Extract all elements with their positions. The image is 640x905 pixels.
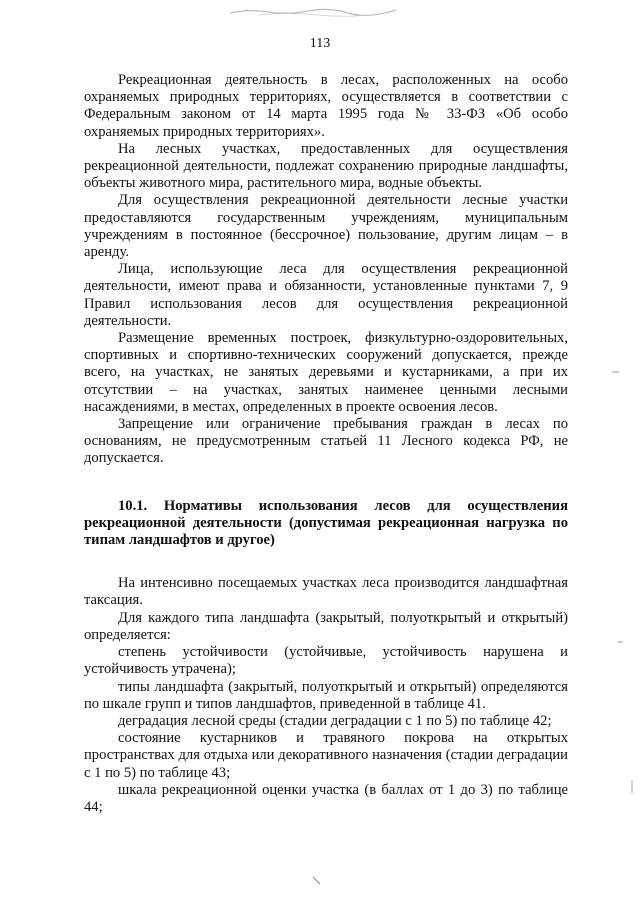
paragraph: Для осуществления рекреационной деятельности лесные участки предоставляются государственным учреждениям, муниципальным учреждениям в постоянное (бессрочное) пользование, другим лицам – в аренду.	[84, 192, 568, 261]
section-heading: 10.1. Нормативы использования лесов для осуществления рекреационной деятельности (допустимая рекреационная нагрузка по типам ландшафтов и другое)	[84, 497, 568, 549]
scan-mark	[630, 780, 634, 794]
paragraph: На лесных участках, предоставленных для осуществления рекреационной деятельности, подлежат сохранению природные ландшафты, объекты животного мира, растительного мира, водные объекты.	[84, 140, 568, 192]
paragraph: На интенсивно посещаемых участках леса производится ландшафтная таксация.	[84, 575, 568, 609]
spacer	[84, 549, 568, 575]
paragraph: типы ландшафта (закрытый, полуоткрытый и открытый) определяются по шкале групп и типов ландшафтов, приведенной в таблице 41.	[84, 678, 568, 712]
paragraph: шкала рекреационной оценки участка (в баллах от 1 до 3) по таблице 44;	[84, 781, 568, 815]
paragraph: состояние кустарников и травяного покрова на открытых пространствах для отдыха или декоративного назначения (стадии деградации с 1 по 5) по таблице 43;	[84, 730, 568, 781]
paragraph: степень устойчивости (устойчивые, устойчивость нарушена и устойчивость утрачена);	[84, 644, 568, 678]
scan-mark	[312, 876, 322, 886]
scan-mark	[612, 370, 620, 374]
paragraph: деградация лесной среды (стадии деградации с 1 по 5) по таблице 42;	[118, 712, 552, 729]
paragraph: Рекреационная деятельность в лесах, расположенных на особо охраняемых природных территориях, осуществляется в соответствии с Федеральным законом от 14 марта 1995 года № 33-ФЗ «Об особо охраняемых природных территориях».	[84, 72, 568, 140]
paragraph: Лица, использующие леса для осуществления рекреационной деятельности, имеют права и обязанности, установленные пунктами 7, 9 Правил использования лесов для осуществления рекреационной деятельности.	[84, 261, 568, 329]
scan-mark	[618, 640, 624, 644]
paragraph: Размещение временных построек, физкультурно-оздоровительных, спортивных и спортивно-технических сооружений допускается, прежде всего, на участках, не занятых деревьями и кустарниками, а при их отсутствии – на участках, занятых наименее ценными лесными насаждениями, в местах, определенных в проекте освоения лесов.	[84, 330, 568, 415]
paragraph: Запрещение или ограничение пребывания граждан в лесах по основаниям, не предусмотренным статьей 11 Лесного кодекса РФ, не допускается.	[84, 416, 568, 467]
page-number: 113	[309, 36, 331, 51]
page-content	[84, 72, 568, 816]
paragraph: Для каждого типа ландшафта (закрытый, полуоткрытый и открытый) определяется:	[84, 609, 568, 643]
spacer	[84, 468, 568, 498]
scan-smudge	[228, 6, 398, 18]
